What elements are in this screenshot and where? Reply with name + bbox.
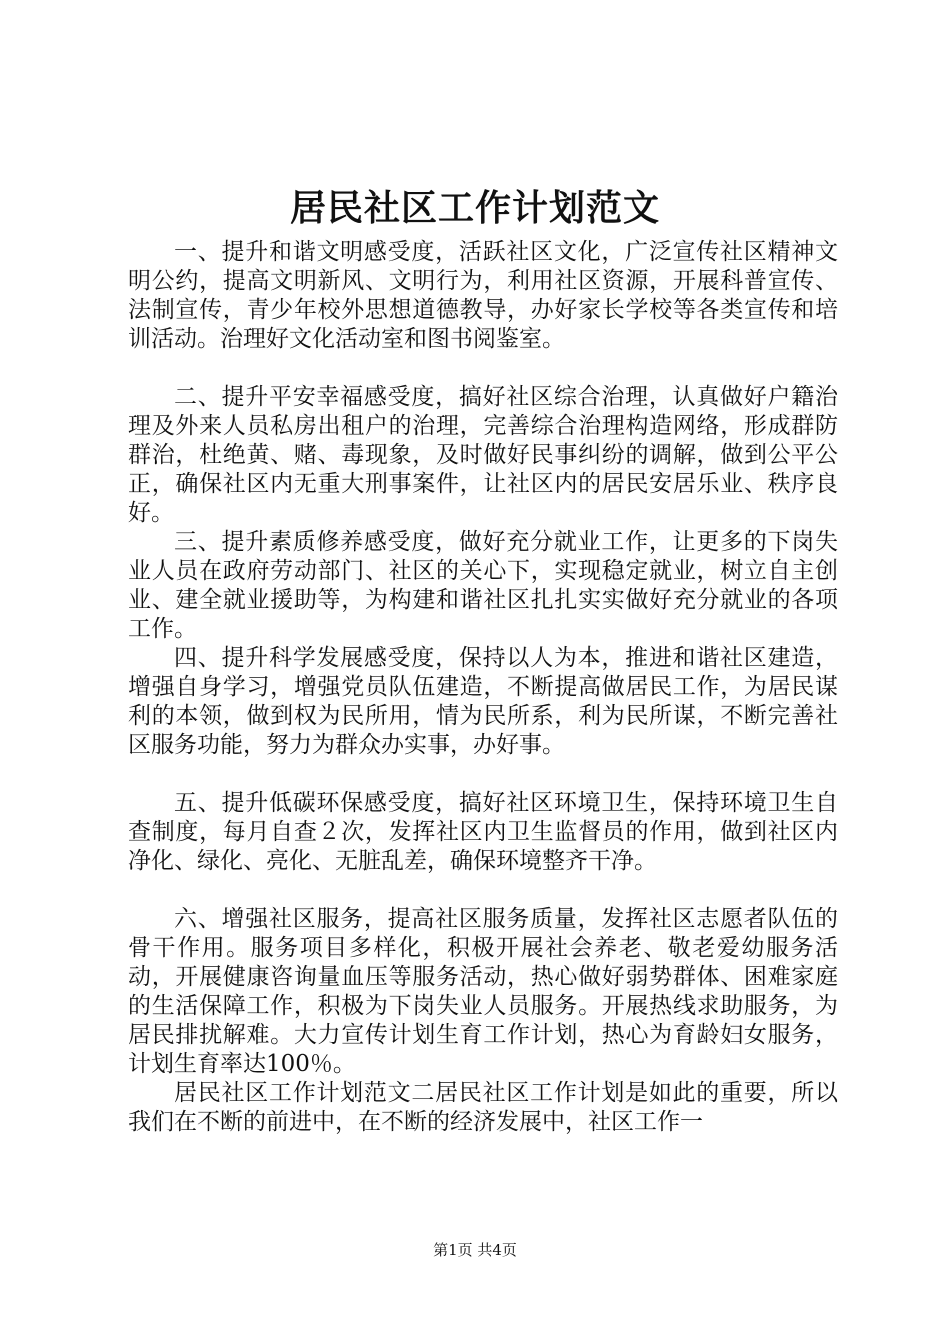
document-body [128, 238, 838, 1137]
document-title: 居民社区工作计划范文 [289, 187, 660, 229]
paragraph-1: 一、提升和谐文明感受度，活跃社区文化，广泛宣传社区精神文明公约，提高文明新风、文明行为，利用社区资源，开展科普宣传、法制宣传，青少年校外思想道德教导，办好家长学校等各类宣传和培训活动。治理好文化活动室和图书阅鉴室。 [128, 239, 838, 352]
paragraph-7: 居民社区工作计划范文二居民社区工作计划是如此的重要，所以我们在不断的前进中，在不断的经济发展中，社区工作一 [128, 1080, 838, 1135]
paragraph-6: 六、增强社区服务，提高社区服务质量，发挥社区志愿者队伍的骨干作用。服务项目多样化，积极开展社会养老、敬老爱幼服务活动，开展健康咨询量血压等服务活动，热心做好弱势群体、困难家庭的生活保障工作，积极为下岗失业人员服务。开展热线求助服务，为居民排扰解难。大力宣传计划生育工作计划，热心为育龄妇女服务，计划生育率达100％。 [128, 906, 838, 1077]
page-footer: 第1页 共4页 [433, 1241, 517, 1259]
paragraph-2: 二、提升平安幸福感受度，搞好社区综合治理，认真做好户籍治理及外来人员私房出租户的治理，完善综合治理构造网络，形成群防群治，杜绝黄、赌、毒现象，及时做好民事纠纷的调解，做到公平公正，确保社区内无重大刑事案件，让社区内的居民安居乐业、秩序良好。 [128, 384, 838, 526]
paragraph-4: 四、提升科学发展感受度，保持以人为本，推进和谐社区建造，增强自身学习，增强党员队伍建造，不断提高做居民工作，为居民谋利的本领，做到权为民所用，情为民所系，利为民所谋，不断完善社区服务功能，努力为群众办实事，办好事。 [128, 645, 838, 758]
paragraph-3: 三、提升素质修养感受度，做好充分就业工作，让更多的下岗失业人员在政府劳动部门、社区的关心下，实现稳定就业，树立自主创业、建全就业援助等，为构建和谐社区扎扎实实做好充分就业的各项工作。 [128, 529, 838, 642]
paragraph-5: 五、提升低碳环保感受度，搞好社区环境卫生，保持环境卫生自查制度，每月自查２次，发挥社区内卫生监督员的作用，做到社区内净化、绿化、亮化、无脏乱差，确保环境整齐干净。 [128, 790, 838, 874]
